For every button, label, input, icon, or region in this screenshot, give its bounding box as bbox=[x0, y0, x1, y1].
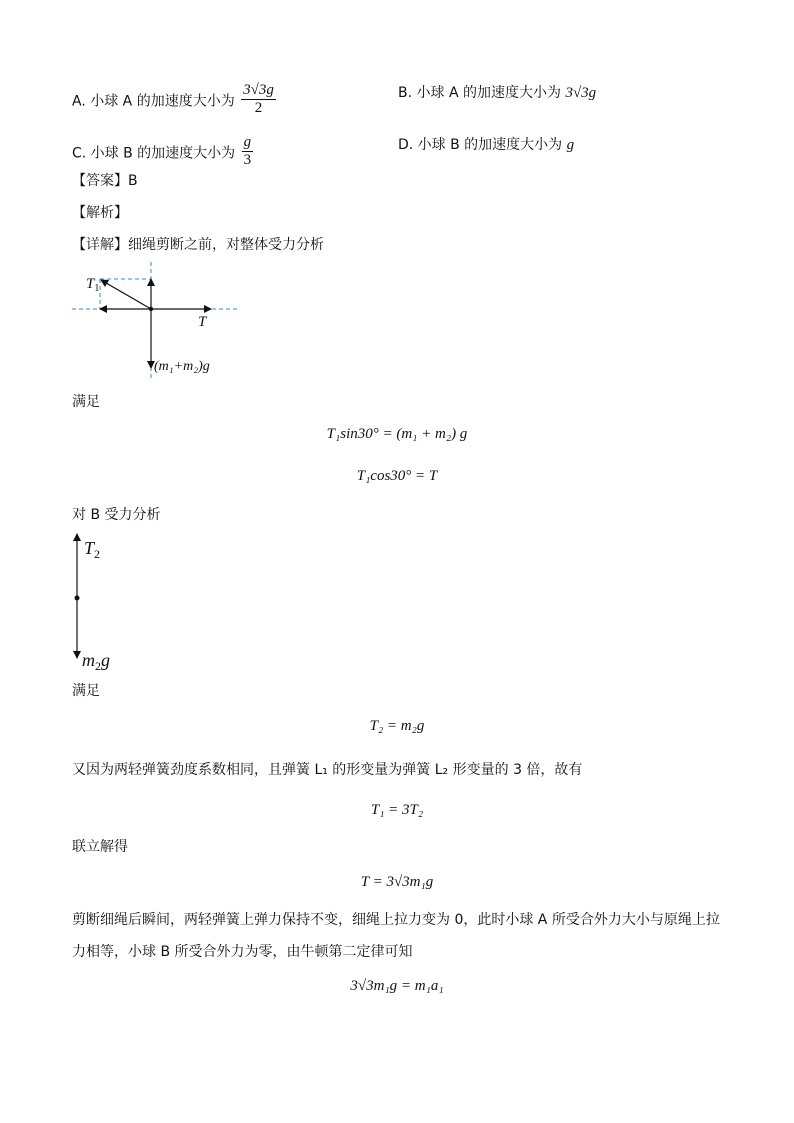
option-a-fraction bbox=[241, 82, 276, 117]
detail-line bbox=[72, 236, 324, 254]
detail-text: 细绳剪断之前，对整体受力分析 bbox=[128, 237, 324, 253]
equation-3: T₂ = m₂g bbox=[369, 718, 425, 734]
answer-value: B bbox=[128, 173, 138, 189]
equation-5: T = 3√3m₁g bbox=[360, 874, 434, 890]
analysis-heading: 【解析】 bbox=[72, 205, 128, 221]
option-d bbox=[398, 136, 574, 154]
option-b-value: 3√3g bbox=[565, 85, 597, 101]
answer-tag: 【答案】 bbox=[72, 173, 128, 189]
option-c bbox=[72, 136, 253, 171]
option-a bbox=[72, 84, 276, 119]
tension-t1-arrow bbox=[101, 280, 151, 309]
equation-6: 3√3m₁g = m₁a₁ bbox=[350, 978, 444, 994]
option-d-value: g bbox=[566, 137, 575, 153]
object-point bbox=[149, 307, 153, 311]
satisfy-label-1: 满足 bbox=[72, 394, 100, 410]
option-c-label: C. 小球 B 的加速度大小为 bbox=[72, 145, 236, 162]
equation-4: T₁ = 3T₂ bbox=[370, 802, 424, 818]
b-analysis-label: 对 B 受力分析 bbox=[72, 507, 161, 523]
label-t: T bbox=[198, 314, 207, 330]
spring-paragraph: 又因为两轻弹簧劲度系数相同，且弹簧 L₁ 的形变量为弹簧 L₂ 形变量的 3 倍，故有 bbox=[72, 762, 583, 778]
force-diagram-ball-b bbox=[70, 530, 150, 672]
option-c-fraction bbox=[242, 134, 254, 169]
equation-1: T₁sin30° = (m₁ + m₂) g bbox=[326, 426, 468, 442]
answer-line bbox=[72, 172, 138, 190]
detail-tag: 【详解】 bbox=[72, 237, 128, 253]
option-c-denominator: 3 bbox=[243, 152, 252, 168]
force-diagram-system bbox=[70, 262, 250, 382]
option-a-denominator: 2 bbox=[254, 100, 263, 116]
label-m2g: $m_2g$ bbox=[82, 650, 110, 672]
cut-paragraph-line-1: 剪断细绳后瞬间，两轻弹簧上弹力保持不变，细绳上拉力变为 0，此时小球 A 所受合外力大小与原绳上拉 bbox=[72, 912, 720, 928]
equation-2: T₁cos30° = T bbox=[356, 468, 438, 484]
solve-label: 联立解得 bbox=[72, 839, 128, 855]
label-total-weight: (m₁+m₂)g bbox=[154, 359, 210, 374]
option-a-numerator: 3√3g bbox=[243, 82, 274, 98]
satisfy-label-2: 满足 bbox=[72, 683, 100, 699]
option-b-label: B. 小球 A 的加速度大小为 bbox=[398, 85, 561, 101]
cut-paragraph-line-2: 力相等，小球 B 所受合外力为零，由牛顿第二定律可知 bbox=[72, 944, 413, 960]
option-a-label: A. 小球 A 的加速度大小为 bbox=[72, 93, 235, 110]
label-t1: $T_1$ bbox=[86, 276, 100, 294]
ball-b-point bbox=[75, 596, 80, 601]
option-b bbox=[398, 84, 596, 102]
option-c-numerator: g bbox=[243, 134, 252, 150]
option-d-label: D. 小球 B 的加速度大小为 bbox=[398, 137, 563, 153]
label-t2: $T_2$ bbox=[84, 538, 101, 561]
